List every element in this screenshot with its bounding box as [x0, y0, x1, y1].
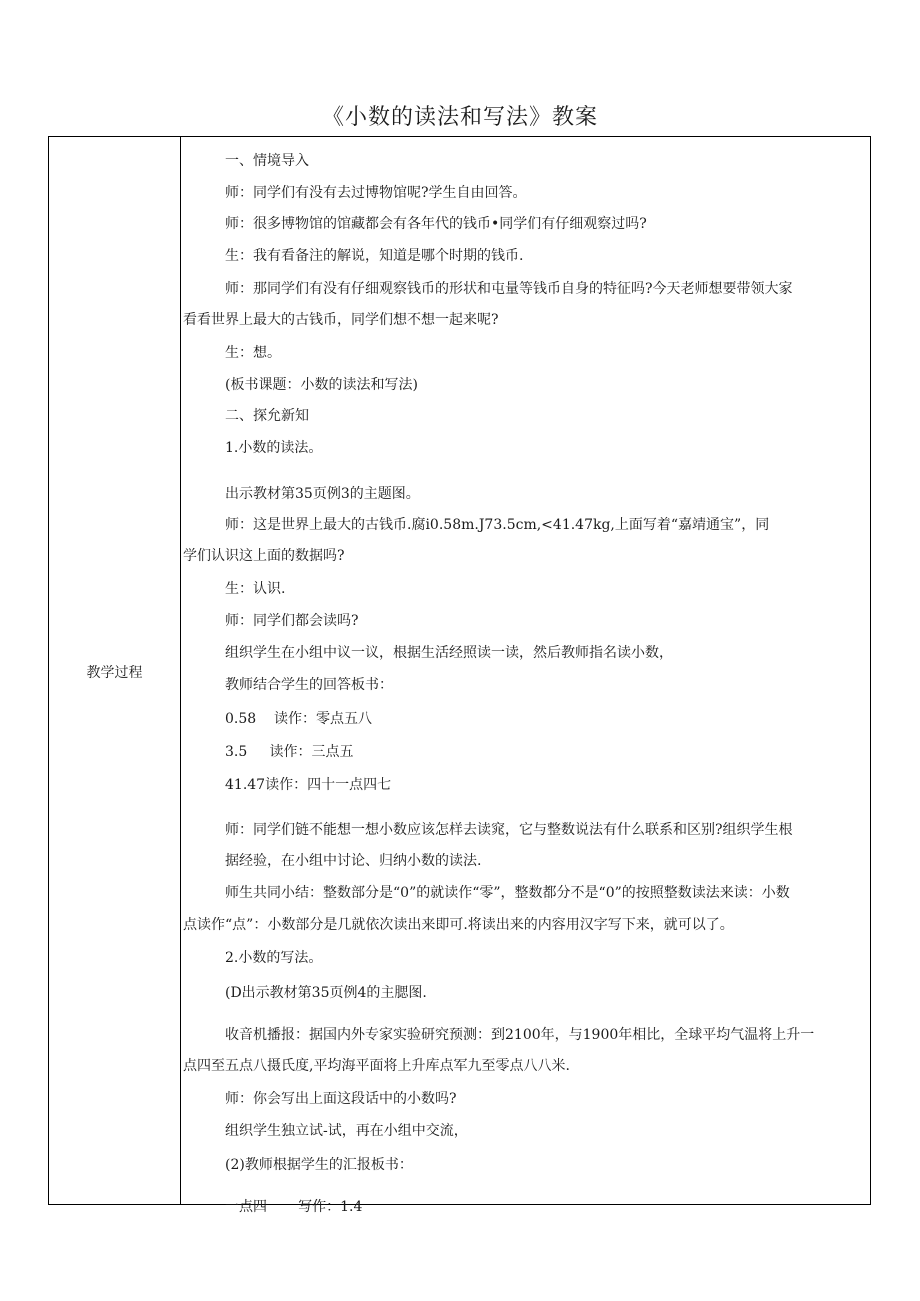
text-line: 点四至五点八摄氏度,平均海平面将上升库点军九至零点八八米. — [183, 1058, 570, 1074]
text-line: 3.5 读作：三点五 — [225, 744, 354, 760]
text-line: 2.小数的写法。 — [225, 950, 323, 966]
text-line: 1.小数的读法。 — [225, 440, 323, 456]
text-line: 生：认识. — [225, 581, 286, 597]
text-line: 一、情境导入 — [225, 153, 309, 169]
text-line: 师：同学们链不能想一想小数应该怎样去读窕，它与整数说法有什么联系和区别?组织学生根 — [225, 822, 793, 838]
text-line: 师：同学们都会读吗? — [225, 613, 359, 629]
text-line: 据经验，在小组中讨论、归纳小数的读法. — [225, 853, 482, 869]
text-line: 收音机播报：据国内外专家实验研究预测：到2100年，与1900年相比，全球平均气温将上升一 — [225, 1027, 815, 1043]
text-line: (2)教师根据学生的汇报板书： — [225, 1157, 413, 1173]
text-line: 点读作“点”：小数部分是几就依次读出来即可.将读出来的内容用汉字写下来，就可以了。 — [183, 917, 734, 933]
text-line: 组织学生在小组中议一议，根据生活经照读一读，然后教师指名读小数， — [225, 645, 673, 661]
lesson-table — [48, 136, 871, 1215]
text-line: 0.58 读作：零点五八 — [225, 711, 372, 727]
text-line: 看看世界上最大的古钱币，同学们想不想一起来呢? — [183, 312, 499, 328]
text-line: 41.47读作：四十一点四七 — [225, 777, 392, 793]
text-line: 师：那同学们有没有仔细观察钱币的形状和屯量等钱币自身的特征吗?今天老师想要带领大家 — [225, 281, 793, 297]
document-title: 《小数的读法和写法》教案 — [321, 105, 598, 130]
section-label: 教学过程 — [86, 665, 143, 681]
text-line: 生：想。 — [225, 345, 281, 361]
text-line: 师：这是世界上最大的古钱币.腐i0.58m.J73.5cm,<41.47kg,上面写着“嘉靖通宝”，同 — [225, 517, 770, 533]
text-line: 学们认识这上面的数据吗? — [183, 548, 345, 564]
text-line: (板书课题：小数的读法和写法) — [225, 377, 418, 393]
text-line: 教师结合学生的回答板书： — [225, 677, 393, 693]
text-line: 二、探允新知 — [225, 408, 309, 424]
text-line: 师生共同小结：整数部分是“0”的就读作“零”，整数都分不是“0”的按照整数读法来读：小数 — [225, 885, 790, 901]
lesson-content — [181, 137, 871, 1215]
text-line: 师：你会写出上面这段话中的小数吗? — [225, 1091, 457, 1107]
text-line: 出示教材第35页例3的主题图。 — [225, 486, 420, 502]
text-line: 组织学生独立试-试，再在小组中交流， — [225, 1123, 468, 1139]
text-line: 一点四 写作：1.4 — [225, 1199, 363, 1215]
text-line: 师：同学们有没有去过博物馆呢?学生自由回答。 — [225, 185, 527, 201]
text-line: 生：我有看备注的解说，知道是哪个时期的钱币. — [225, 248, 524, 264]
text-line: (D出示教材第35页例4的主腮图. — [225, 985, 427, 1001]
text-line: 师：很多博物馆的馆藏都会有各年代的钱币•同学们有仔细观察过吗? — [225, 216, 647, 232]
